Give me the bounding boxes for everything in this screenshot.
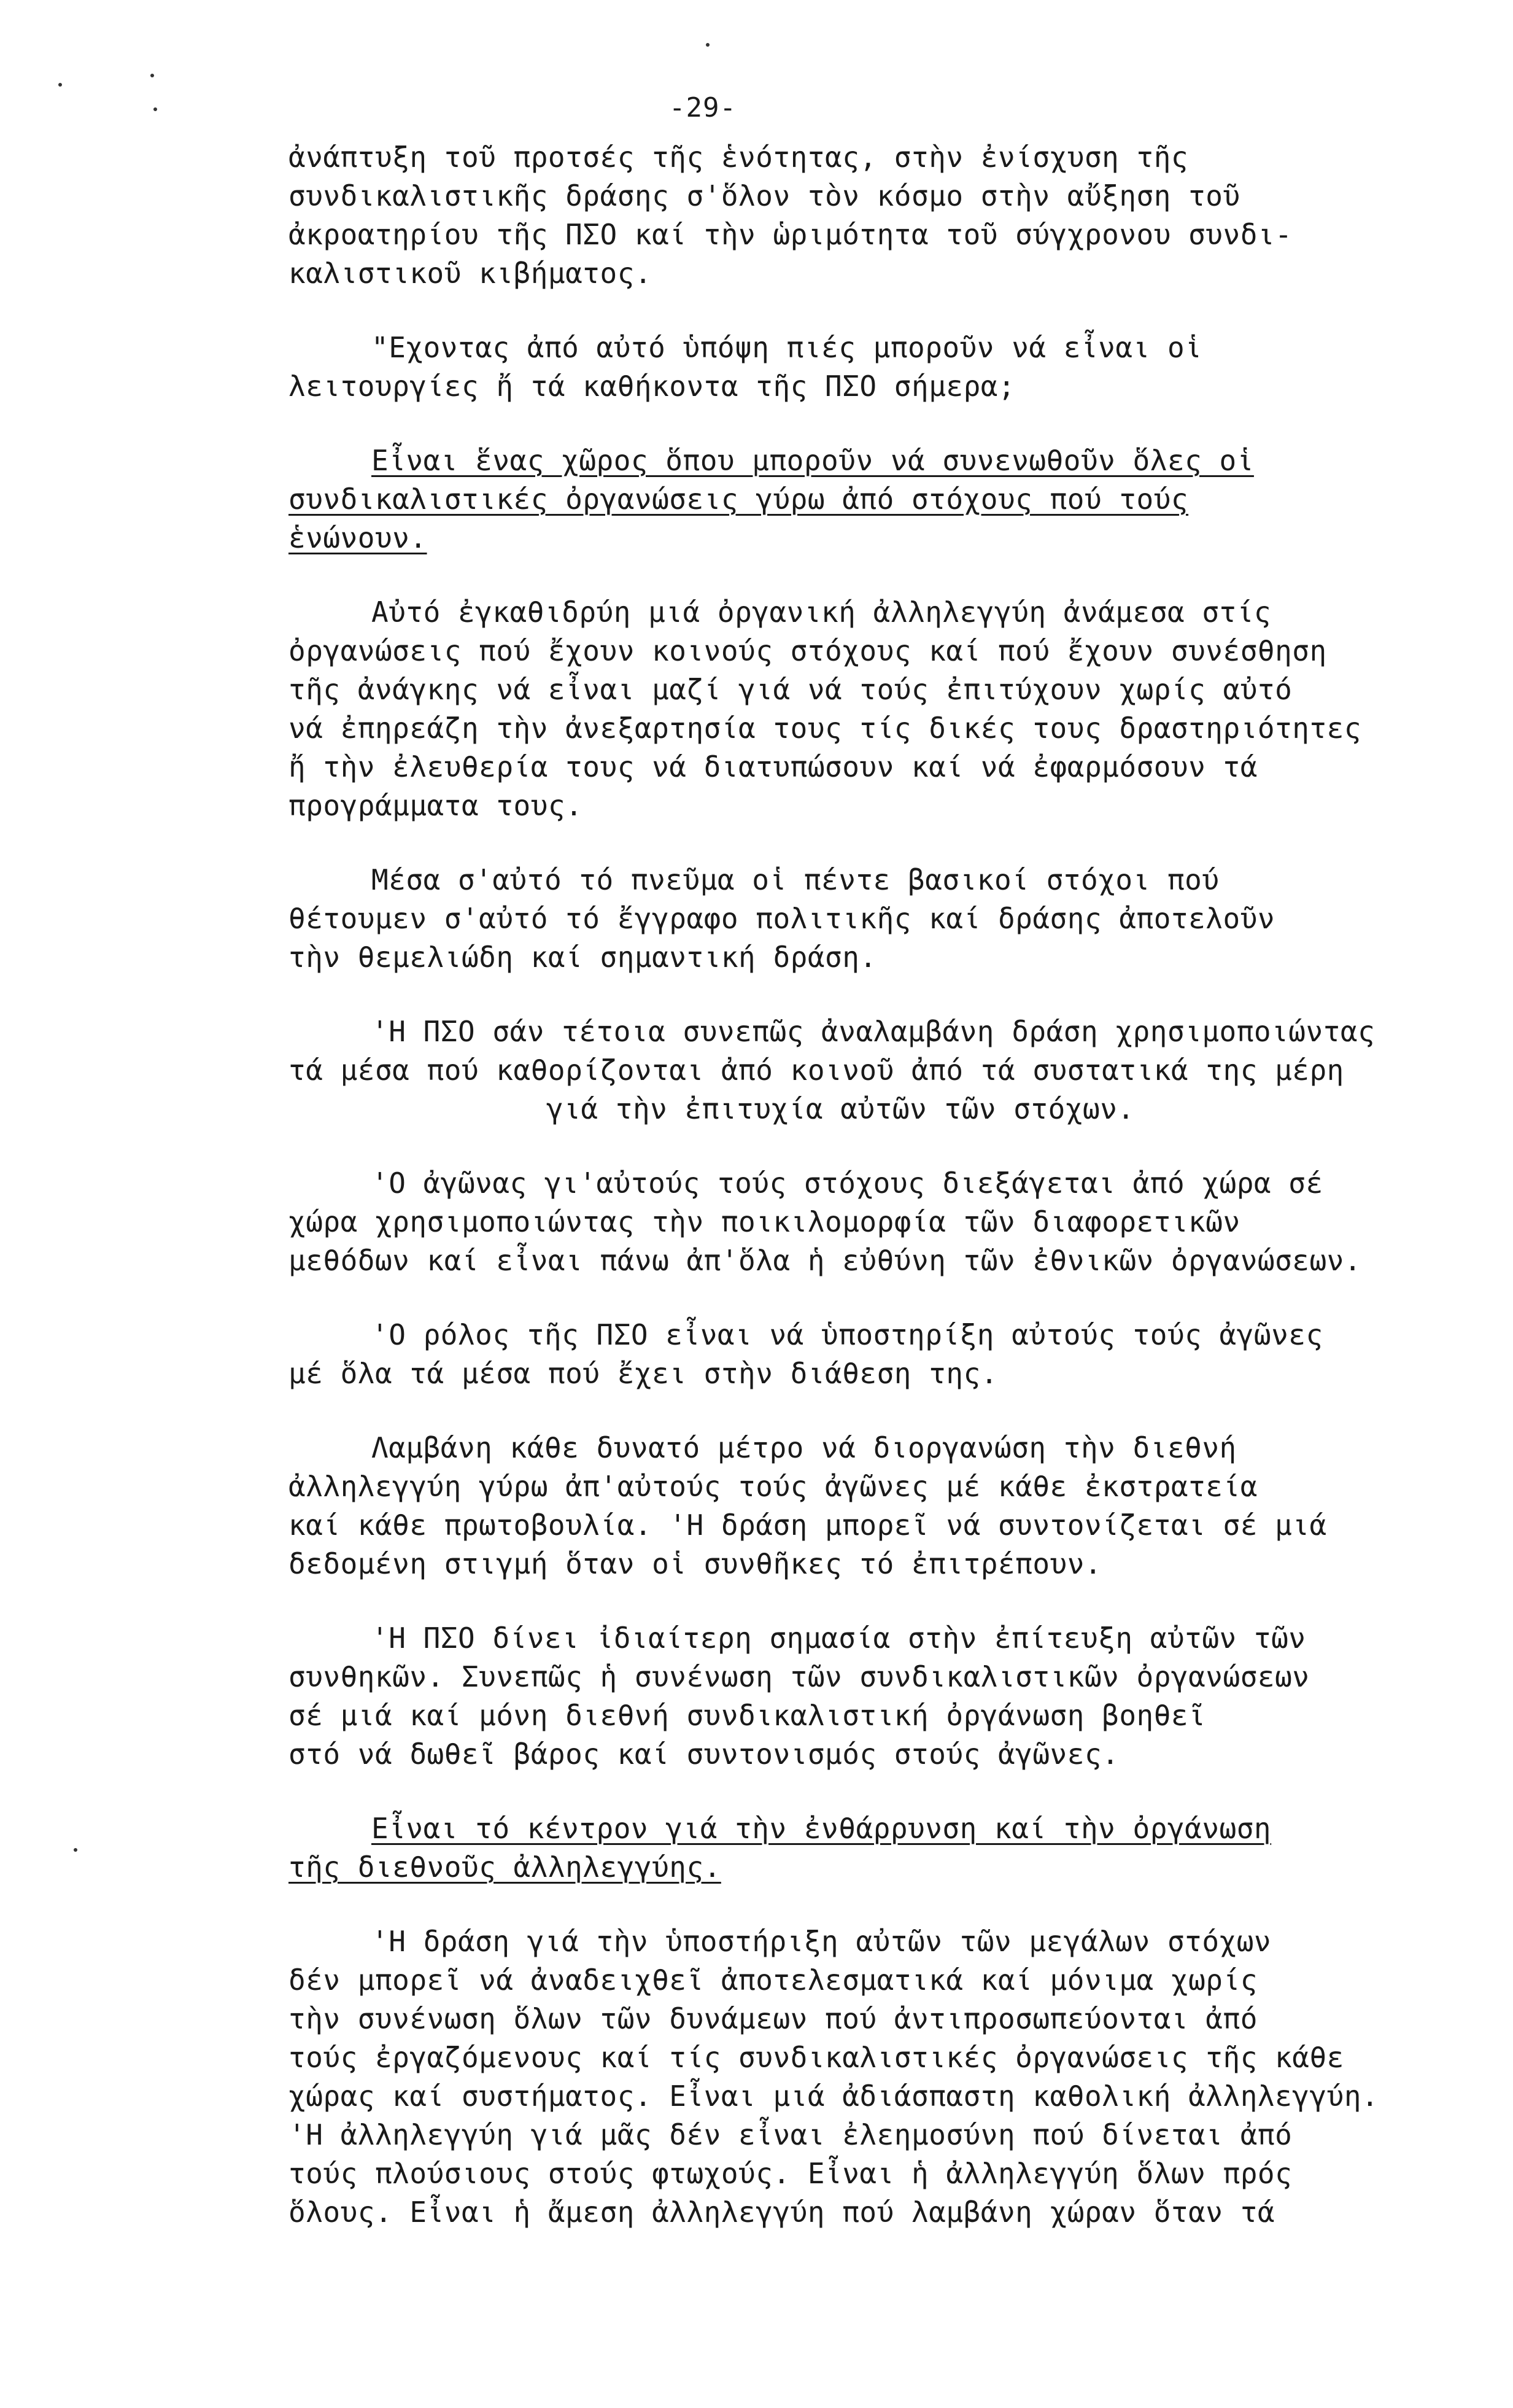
text-line: σέ μιά καί μόνη διεθνή συνδικαλιστική ὀργάνωση βοηθεῖ xyxy=(288,1699,1206,1732)
text-line: νά ἐπηρεάζη τὴν ἀνεξαρτησία τους τίς δικές τους δραστηριότητες xyxy=(288,712,1362,745)
scan-speck xyxy=(706,43,710,47)
text-line: τὴν συνένωση ὅλων τῶν δυνάμεων πού ἀντιπροσωπεύονται ἀπό xyxy=(288,2002,1258,2035)
paragraph xyxy=(288,593,1449,825)
text-line: 'Η ἀλληλεγγύη γιά μᾶς δέν εἶναι ἐλεημοσύνη πού δίνεται ἀπό xyxy=(288,2118,1293,2151)
text-line: χώρας καί συστήματος. Εἶναι μιά ἀδιάσπαστη καθολική ἀλληλεγγύη. xyxy=(288,2080,1379,2113)
paragraph xyxy=(288,861,1449,977)
text-line: δέν μπορεῖ νά ἀναδειχθεῖ ἀποτελεσματικά καί μόνιμα χωρίς xyxy=(288,1963,1258,1997)
text-line: 'Ο ρόλος τῆς ΠΣΟ εἶναι νά ὑποστηρίξη αὐτούς τούς ἀγῶνες xyxy=(371,1318,1323,1351)
text-line: τά μέσα πού καθορίζονται ἀπό κοινοῦ ἀπό τά συστατικά της μέρη xyxy=(288,1054,1344,1087)
text-line: ἀνάπτυξη τοῦ προτσές τῆς ἑνότητας, στὴν ἐνίσχυση τῆς xyxy=(288,141,1189,174)
section-heading xyxy=(288,1809,1449,1887)
text-line: 'Ο ἀγῶνας γι'αὐτούς τούς στόχους διεξάγεται ἀπό χώρα σέ xyxy=(371,1167,1323,1200)
heading-line: τῆς διεθνοῦς ἀλληλεγγύης. xyxy=(288,1851,721,1884)
text-line: ἀκροατηρίου τῆς ΠΣΟ καί τὴν ὡριμότητα τοῦ σύγχρονου συνδι- xyxy=(288,218,1293,251)
text-line: λειτουργίες ἤ τά καθήκοντα τῆς ΠΣΟ σήμερα; xyxy=(288,370,1016,403)
text-line: τῆς ἀνάγκης νά εἶναι μαζί γιά νά τούς ἐπιτύχουν χωρίς αὐτό xyxy=(288,673,1293,706)
page-number: -29- xyxy=(669,92,737,123)
scan-speck xyxy=(74,1848,77,1852)
text-line: 'Η ΠΣΟ δίνει ἰδιαίτερη σημασία στὴν ἐπίτευξη αὐτῶν τῶν xyxy=(371,1622,1306,1655)
text-line: δεδομένη στιγμή ὅταν οἱ συνθῆκες τό ἐπιτρέπουν. xyxy=(288,1547,1102,1580)
text-line: "Εχοντας ἀπό αὐτό ὑπόψη πιές μποροῦν νά εἶναι οἱ xyxy=(371,331,1202,364)
text-line: συνδικαλιστικῆς δράσης σ'ὅλον τὸν κόσμο στὴν αὔξηση τοῦ xyxy=(288,179,1240,212)
scan-speck xyxy=(58,83,62,87)
text-line: Λαμβάνη κάθε δυνατό μέτρο νά διοργανώση τὴν διεθνή xyxy=(371,1431,1237,1464)
text-line: θέτουμεν σ'αὐτό τό ἔγγραφο πολιτικῆς καί δράσης ἀποτελοῦν xyxy=(288,902,1275,935)
text-line: χώρα χρησιμοποιώντας τὴν ποικιλομορφία τῶν διαφορετικῶν xyxy=(288,1205,1240,1238)
paragraph xyxy=(288,1316,1449,1393)
text-line: Μέσα σ'αὐτό τό πνεῦμα οἱ πέντε βασικοί στόχοι πού xyxy=(371,863,1220,896)
text-line: καλιστικοῦ κιβήματος. xyxy=(288,257,652,290)
text-line: ὀργανώσεις πού ἔχουν κοινούς στόχους καί πού ἔχουν συνέσθηση xyxy=(288,634,1327,667)
section-heading xyxy=(288,441,1449,557)
paragraph xyxy=(288,1619,1449,1774)
paragraph xyxy=(288,1429,1449,1583)
text-line: μέ ὅλα τά μέσα πού ἔχει στὴν διάθεση της. xyxy=(288,1357,998,1390)
text-line: τὴν θεμελιώδη καί σημαντική δράση. xyxy=(288,941,877,974)
text-line: μεθόδων καί εἶναι πάνω ἀπ'ὅλα ἡ εὐθύνη τῶν ἐθνικῶν ὀργανώσεων. xyxy=(288,1244,1362,1277)
text-line: τούς ἐργαζόμενους καί τίς συνδικαλιστικές ὀργανώσεις τῆς κάθε xyxy=(288,2041,1344,2074)
paragraph xyxy=(288,328,1449,406)
text-line: 'Η ΠΣΟ σάν τέτοια συνεπῶς ἀναλαμβάνη δράση χρησιμοποιώντας xyxy=(371,1015,1376,1048)
heading-line: Εἶναι ἕνας χῶρος ὅπου μποροῦν νά συνενωθοῦν ὅλες οἱ xyxy=(371,444,1254,477)
paragraph xyxy=(288,1922,1449,2232)
heading-line: ἑνώνουν. xyxy=(288,521,427,554)
heading-line: Εἶναι τό κέντρον γιά τὴν ἐνθάρρυνση καί τὴν ὀργάνωση xyxy=(371,1812,1272,1845)
text-line: γιά τὴν ἐπιτυχία αὐτῶν τῶν στόχων. xyxy=(546,1092,1135,1125)
text-line: τούς πλούσιους στούς φτωχούς. Εἶναι ἡ ἀλληλεγγύη ὅλων πρός xyxy=(288,2157,1293,2190)
paragraph xyxy=(288,138,1449,293)
text-line: στό νά δωθεῖ βάρος καί συντονισμός στούς ἀγῶνες. xyxy=(288,1738,1120,1771)
scan-speck xyxy=(153,107,157,111)
text-line: συνθηκῶν. Συνεπῶς ἡ συνένωση τῶν συνδικαλιστικῶν ὀργανώσεων xyxy=(288,1660,1310,1693)
text-line: καί κάθε πρωτοβουλία. 'Η δράση μπορεῖ νά συντονίζεται σέ μιά xyxy=(288,1509,1327,1542)
text-line: ὅλους. Εἶναι ἡ ἄμεση ἀλληλεγγύη πού λαμβάνη χώραν ὅταν τά xyxy=(288,2196,1275,2229)
paragraph xyxy=(288,1164,1449,1280)
scan-speck xyxy=(150,74,154,77)
text-line: Αὐτό ἐγκαθιδρύη μιά ὀργανική ἀλληλεγγύη ἀνάμεσα στίς xyxy=(371,596,1272,629)
document-body xyxy=(288,138,1449,2232)
text-line: ἀλληλεγγύη γύρω ἀπ'αὐτούς τούς ἀγῶνες μέ κάθε ἐκστρατεία xyxy=(288,1470,1258,1503)
text-line: ἤ τὴν ἐλευθερία τους νά διατυπώσουν καί νά ἐφαρμόσουν τά xyxy=(288,750,1258,783)
text-line: προγράμματα τους. xyxy=(288,789,583,822)
text-line: 'Η δράση γιά τὴν ὑποστήριξη αὐτῶν τῶν μεγάλων στόχων xyxy=(371,1925,1272,1958)
paragraph xyxy=(288,1012,1449,1128)
heading-line: συνδικαλιστικές ὀργανώσεις γύρω ἀπό στόχους πού τούς xyxy=(288,483,1189,516)
